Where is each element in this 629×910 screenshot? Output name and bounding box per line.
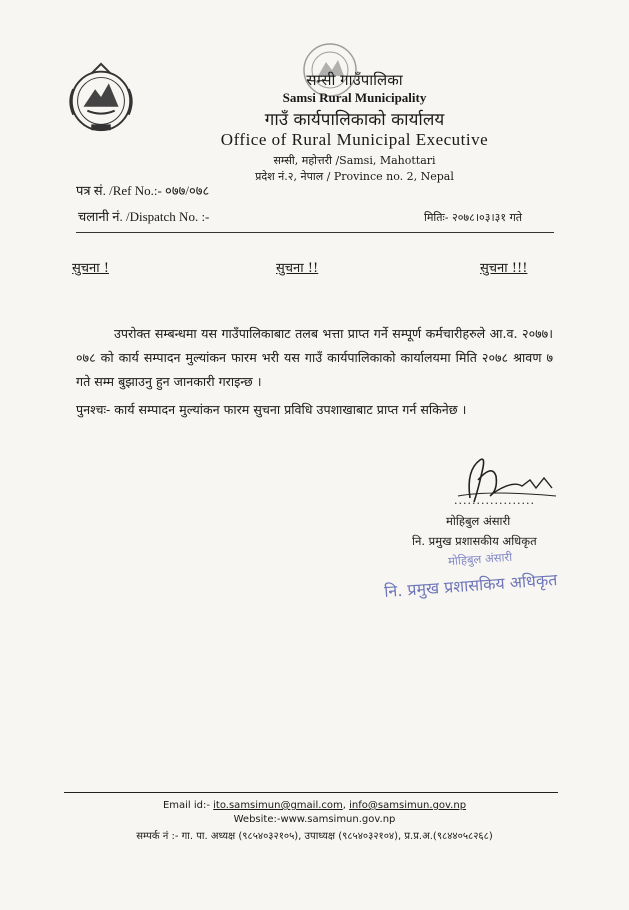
signer-title: नि. प्रमुख प्रशासकीय अधिकृत [412,534,537,548]
footer-divider [64,792,558,793]
municipality-name-nepali: सम्सी गाउँपालिका [306,71,403,89]
stamp-name: मोहिबुल अंसारी [447,549,513,569]
email-link-info[interactable]: info@samsimun.gov.np [349,800,467,811]
postscript: पुनश्चः- कार्य सम्पादन मुल्यांकन फारम सुचना प्रविधि उपशाखाबाट प्राप्त गर्न सकिनेछ । [76,402,467,417]
province-line: प्रदेश नं.२, नेपाल / Province no. 2, Nepal [255,170,454,183]
header-divider [76,232,554,233]
office-name-nepali: गाउँ कार्यपालिकाको कार्यालय [264,110,445,130]
dispatch-number: चलानी नं. /Dispatch No. :- [78,209,210,224]
email-link-ito[interactable]: ito.samsimun@gmail.com [213,800,343,811]
signature-dotted-line: .................. [454,494,535,507]
footer-email-line [0,800,629,811]
footer-contact: सम्पर्क नं :- गा. पा. अध्यक्ष (९८५४०३२१०५), उपाध्यक्ष (९८५४०३२१०४), प्र.प्र.अ.(९८४४०५८२६८) [136,831,493,842]
email-separator: , [342,800,346,811]
municipality-name-english: Samsi Rural Municipality [282,90,427,105]
stamp-title: नि. प्रमुख प्रशासकिय अधिकृत [383,569,558,602]
footer-website[interactable]: Website:-www.samsimun.gov.np [233,814,396,825]
notice-body-paragraph: उपरोक्त सम्बन्धमा यस गाउँपालिकाबाट तलब भत्ता प्राप्त गर्ने सम्पूर्ण कर्मचारीहरुले आ.व. २०७७।०७८ को कार्य सम्पादन मुल्यांकन फारम भरी यस गाउँ कार्यपालिकाको कार्यालयमा मिति २०७८ श्रावण ७ गते सम्म बुझाउनु हुन जानकारी गराइन्छ । [76,326,553,389]
notice-heading-3: सुचना !!! [480,261,528,276]
address-line: सम्सी, महोत्तरी /Samsi, Mahottari [273,154,436,167]
signer-name: मोहिबुल अंसारी [446,514,511,528]
letter-date: मितिः- २०७८।०३।३१ गते [424,211,523,224]
reference-number: पत्र सं. /Ref No.:- ०७७/०७८ [76,183,210,198]
email-label: Email id:- [162,800,210,811]
notice-heading-2: सुचना !! [276,261,319,276]
office-name-english: Office of Rural Municipal Executive [220,130,489,149]
notice-heading-1: सुचना ! [72,261,109,276]
